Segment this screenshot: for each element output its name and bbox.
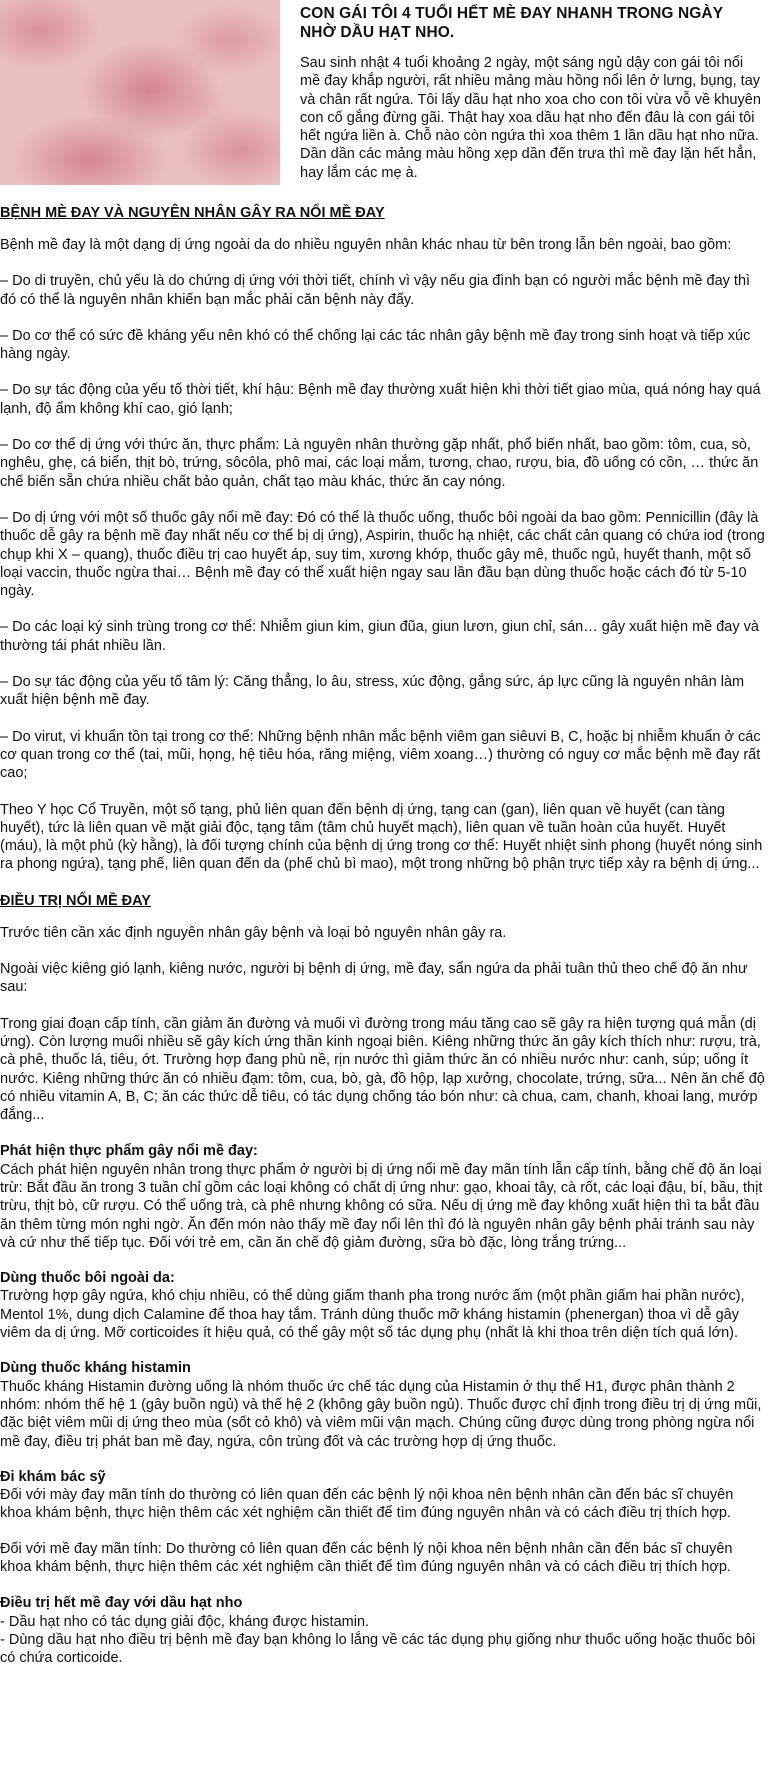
intro-story: Sau sinh nhật 4 tuổi khoảng 2 ngày, một sáng ngủ dậy con gái tôi nổi mề đay khắp người, rất nhiều mảng màu hồng nổi lên ở lưng, bụng, tay và chân rất ngứa. Tôi lấy dầu hạt nho xoa cho con tôi vừa vỗ về khuyên con cố gắng đừng gãi. Thật hay xoa dầu hạt nho đến đâu là con gái tôi hết ngứa liền à. Chỗ nào còn ngứa thì xoa thêm 1 lần dầu hạt nho nữa. Dần dần các mảng màu hồng xẹp dần đến trưa thì mề đay lặn hết hẳn, hay lắm các mẹ à. [300,55,761,181]
paragraph: – Do cơ thể dị ứng với thức ăn, thực phẩm: Là nguyên nhân thường gặp nhất, phổ biến nhất, bao gồm: tôm, cua, sò, nghêu, ghẹ, cá biển, thịt bò, trứng, sôcôla, phô mai, các loại mắm, tương, chao, rượu, bia, đồ uống có cồn, … thức ăn chế biến sẵn chứa nhiều chất bảo quản, chất tạo màu khác, thức ăn cay nóng. [0,437,759,490]
paragraph: – Do sự tác động của yếu tố thời tiết, khí hậu: Bệnh mề đay thường xuất hiện khi thời tiết giao mùa, quá nóng hay quá lạnh, độ ẩm không khí cao, gió lạnh; [0,382,761,417]
paragraph: – Do cơ thể có sức đề kháng yếu nên khó có thể chống lại các tác nhân gây bệnh mề đay trong sinh hoạt và tiếp xúc hàng ngày. [0,327,751,363]
paragraph: Trong giai đoạn cấp tính, cần giảm ăn đường và muối vì đường trong máu tăng cao sẽ gây ra hiện tượng quá mẫn (dị ứng). Còn lượng muối nhiều sẽ gây kích ứng thần kinh ngoại biên. Kiêng những thức ăn gây kích thích như: rượu, trà, cà phê, thuốc lá, tiêu, ớt. Trường hợp đang phù nề, rịn nước thì giảm thức ăn có nhiều nước như: canh, súp; uống ít nước. Kiêng những thức ăn có nhiều đạm: tôm, cua, bò, gà, đồ hộp, lạp xưởng, chocolate, trứng, sữa... Nên ăn chế độ có nhiều vitamin A, B, C; ăn các thức dễ tiêu, có tác dụng chống táo bón như: cà chua, cam, chanh, khoai lang, mướp đắng... [0,1015,765,1124]
paragraph: – Do các loại ký sinh trùng trong cơ thể: Nhiễm giun kim, giun đũa, giun lươn, giun chỉ, sán… gây xuất hiện mề đay và thường tái phát nhiều lần. [0,619,759,654]
paragraph: – Do di truyền, chủ yếu là do chứng dị ứng với thời tiết, chính vì vậy nếu gia đình bạn có người mắc bệnh mề đay thì đó có thể là nguyên nhân khiến bạn mắc phải căn bệnh này đấy. [0,273,751,308]
paragraph: Đối với mề đay mãn tính: Do thường có liên quan đến các bệnh lý nội khoa nên bệnh nhân cần đến bác sĩ chuyên khoa khám bệnh, thực hiện thêm các xét nghiệm cần thiết để tìm đúng nguyên nhân và có cách điều trị thích hợp. [0,1540,733,1576]
paragraph: Ngoài việc kiêng gió lạnh, kiêng nước, người bị bệnh dị ứng, mề đay, sẩn ngứa da phải tuân thủ theo chế độ ăn như sau: [0,961,748,996]
subsection-title: Điều trị hết mề đay với dầu hạt nho [0,1595,243,1612]
subsection-body: Thuốc kháng Histamin đường uống là nhóm thuốc ức chế tác dụng của Histamin ở thụ thể H1, được phân thành 2 nhóm: nhóm thế hệ 1 (gây buồn ngủ) và thế hệ 2 (không gây buồn ngủ). Thuốc được chỉ định trong điều trị dị ứng mũi, đặc biệt viêm mũi dị ứng theo mùa (sốt cỏ khô) và viêm mũi vận mạch. Chúng cũng được dùng trong phòng ngừa nổi mề đay, điều trị phát ban mề đay, ngứa, côn trùng đốt và các trường hợp dị ứng thuốc. [0,1378,762,1450]
intro-block [300,4,762,182]
subsection-title: Dùng thuốc kháng histamin [0,1360,191,1377]
subsection-body: Đối với mày đay mãn tính do thường có liên quan đến các bệnh lý nội khoa nên bệnh nhân cần đến bác sĩ chuyên khoa khám bệnh, thực hiện thêm các xét nghiệm cần thiết để tìm đúng nguyên nhân và có cách điều trị thích hợp. [0,1487,734,1522]
subsection-body: Cách phát hiện nguyên nhân trong thực phẩm ở người bị dị ứng nổi mề đay mãn tính lẫn cấp tính, bằng chế độ ăn loại trừ: Bắt đầu ăn trong 3 tuần chỉ gồm các loại không có chất dị ứng như: gạo, khoai tây, cà rốt, các loại đậu, bí, bầu, thịt trừu, thịt bò, cữ rượu. Có thể uống trà, cà phê nhưng không có sữa. Nếu dị ứng mề đay không xuất hiện thì ta bắt đầu ăn thêm từng món nghi ngờ. Ăn đến món nào thấy mề đay nổi lên thì đó là nguyên nhân gây bệnh phải tránh sau này và cứ như thế tiếp tục. Đối với trẻ em, cần ăn chế độ giảm đường, sữa bò đặc, lòng trắng trứng... [0,1161,763,1251]
list-item: - Dầu hạt nho có tác dụng giải độc, kháng được histamin. [0,1613,370,1630]
subsection-body: Trường hợp gây ngứa, khó chịu nhiều, có thể dùng giấm thanh pha trong nước ấm (một phần giấm hai phần nước), Mentol 1%, dung dịch Calamine để thoa hay tắm. Tránh dùng thuốc mỡ kháng histamin (phenergan) thoa vì dễ gây viêm da dị ứng. Mỡ corticoides ít hiệu quả, có thể gây một số tác dụng phụ (nhất là khi thoa trên diện tích quá lớn). [0,1288,745,1342]
hives-skin-photo [0,0,280,185]
article-title: CON GÁI TÔI 4 TUỔI HẾT MÈ ĐAY NHANH TRONG NGÀY NHỜ DẦU HẠT NHO. [300,5,723,41]
paragraph: Theo Y học Cổ Truyền, một số tạng, phủ liên quan đến bệnh dị ứng, tạng can (gan), liên quan về huyết (can tàng huyết), tức là liên quan về mặt giải độc, tạng tâm (tâm chủ huyết mạch), liên quan về tuần hoàn của huyết. Huyết (máu), là một phủ (kỳ hằng), là đối tượng chính của bệnh dị ứng trong cơ thể: Huyết nhiệt sinh phong (huyết nóng sinh ra phong ngứa), tạng phế, liên quan đến da (phế chủ bì mao), một trong những bộ phận trực tiếp xảy ra bệnh dị ứng... [0,801,763,873]
paragraph: Trước tiên cần xác định nguyên nhân gây bệnh và loại bỏ nguyên nhân gây ra. [0,924,507,941]
subsection-title: Phát hiện thực phẩm gây nổi mề đay: [0,1143,258,1160]
paragraph: Bệnh mề đay là một dạng dị ứng ngoài da do nhiều nguyên nhân khác nhau từ bên trong lẫn bên ngoài, bao gồm: [0,237,732,253]
paragraph: – Do sự tác động của yếu tố tâm lý: Căng thẳng, lo âu, stress, xúc động, gắng sức, áp lực cũng là nguyên nhân làm xuất hiện bệnh mề đay. [0,674,745,709]
list-item: - Dùng dầu hạt nho điều trị bệnh mề đay bạn không lo lắng về các tác dụng phụ giống như thuốc uống hoặc thuốc bôi có chứa corticoide. [0,1631,756,1667]
section-heading-treatment: ĐIỀU TRỊ NỔI MỀ ĐAY [0,892,151,909]
section-heading-causes: BỆNH MÈ ĐAY VÀ NGUYÊN NHÂN GÂY RA NỔI MỀ ĐAY [0,205,385,221]
paragraph: – Do dị ứng với một số thuốc gây nổi mề đay: Đó có thể là thuốc uống, thuốc bôi ngoài da bao gồm: Pennicillin (đây là thuốc dễ gây ra bệnh mề đay nhất nếu cơ thể bị dị ứng), Aspirin, thuốc hạ nhiệt, các chất cản quang có chứa iod (trong chụp khi X – quang), thuốc điều trị cao huyết áp, suy tim, xương khớp, thuốc gây mê, thuốc ngủ, huyết thanh, một số loại vaccin, thuốc ngừa thai… Bệnh mề đay có thể xuất hiện ngay sau lần đầu bạn dùng thuốc hoặc cách đó từ 5-10 ngày. [0,509,765,600]
article-body [0,204,766,1668]
subsection-title: Dùng thuốc bôi ngoài da: [0,1270,175,1287]
paragraph: – Do virut, vi khuẩn tồn tại trong cơ thể: Những bệnh nhân mắc bệnh viêm gan siêuvi B, C, hoặc bị nhiễm khuẩn ở các cơ quan trong cơ thể (tai, mũi, họng, hệ tiêu hóa, răng miệng, viêm xoang…) thường có nguy cơ mắc bệnh mề đay rất cao; [0,728,761,782]
subsection-title: Đi khám bác sỹ [0,1468,106,1485]
